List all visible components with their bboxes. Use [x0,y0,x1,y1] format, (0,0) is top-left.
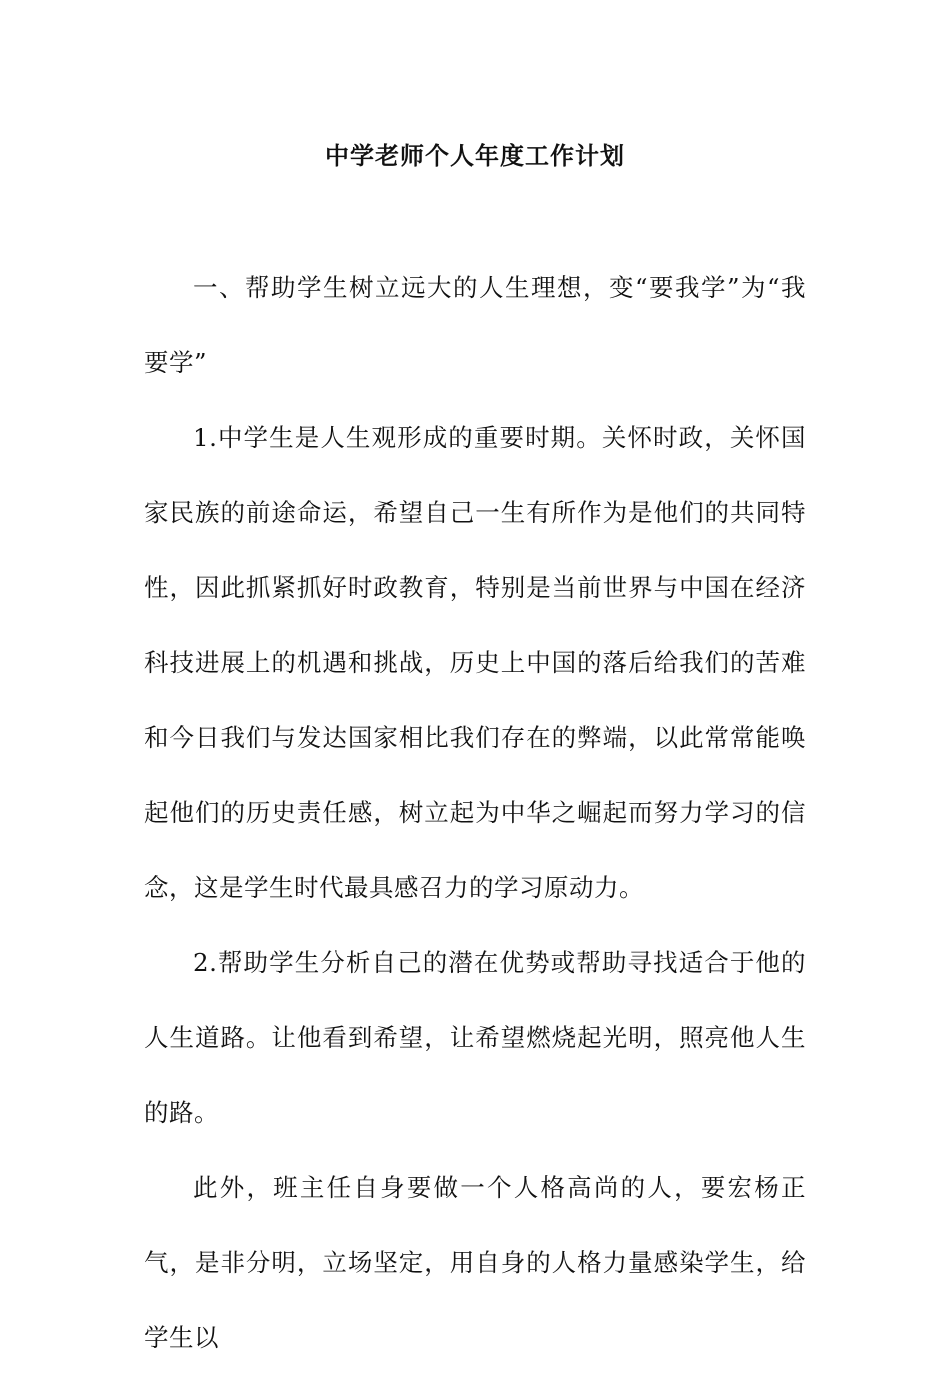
paragraph-additional: 此外，班主任自身要做一个人格高尚的人，要宏杨正气，是非分明，立场坚定，用自身的人格力量感染学生，给学生以 [144,1173,806,1352]
paragraph-section-heading: 一、帮助学生树立远大的人生理想，变“要我学”为“我要学” [144,273,806,377]
document-title: 中学老师个人年度工作计划 [325,142,625,170]
paragraph-point-1: 1.中学生是人生观形成的重要时期。关怀时政，关怀国家民族的前途命运，希望自己一生有所作为是他们的共同特性，因此抓紧抓好时政教育，特别是当前世界与中国在经济科技进展上的机遇和挑战，历史上中国的落后给我们的苦难和今日我们与发达国家相比我们存在的弊端，以此常常能唤起他们的历史责任感，树立起为中华之崛起而努力学习的信念，这是学生时代最具感召力的学习原动力。 [144,423,806,902]
paragraph-point-2: 2.帮助学生分析自己的潜在优势或帮助寻找适合于他的人生道路。让他看到希望，让希望燃烧起光明，照亮他人生的路。 [144,948,806,1127]
document-body [144,250,806,1375]
